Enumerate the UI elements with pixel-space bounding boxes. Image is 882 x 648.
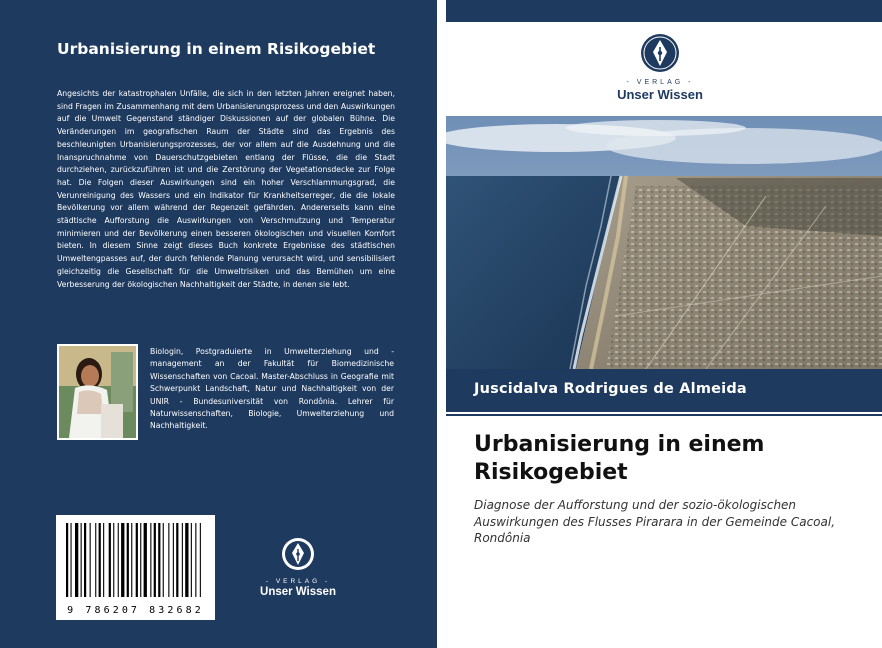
pen-nib-logo-icon	[281, 537, 315, 571]
front-publisher-logo	[610, 33, 710, 102]
back-cover-blurb: Angesichts der katastrophalen Unfälle, die sich in den letzten Jahren ereignet haben, sind Fragen im Zusammenhang mit dem Urbanisierungsprozess und den Auswirkungen auf die Umwelt Gegenstand ständiger Diskussionen auf der globalen Bühne. Die Veränderungen im geografischen Raum der Städte sind das Ergebnis des beschleunigten Urbanisierungsprozesses, der vor allem auf die Ausdehnung und die Inanspruchnahme von Dauerschutzgebieten entlang der Flüsse, die die Stadt durchziehen, zurückzuführen ist und die Zerstörung der Vegetationsdecke zur Folge hat. Die Folgen dieser Auswirkungen sind ein hoher Verschlammungsgrad, die Verunreinigung des Wassers und ein Indikator für Krankheitserreger, die die lokale Bevölkerung vor allem während der Regenzeit gefährden. Andererseits kann eine städtische Aufforstung die Auswirkungen von Verschmutzung und Temperatur minimieren und der Bevölkerung einen besseren ökologischen und visuellen Komfort bieten. In diesem Sinne zeigt dieses Buch konkrete Ergebnisse des städtischen Umweltengpasses auf, der durch fehlende Planung verursacht wird, und sensibilisiert gleichzeitig die Gesellschaft für die Umweltrisiken und das Bemühen um eine Verbesserung der ökologischen Nachhaltigkeit der Städte, in denen sie lebt.	[57, 89, 395, 289]
isbn-digits: 9 786207 832682	[67, 605, 204, 616]
back-publisher-logo	[252, 537, 344, 598]
back-cover-title: Urbanisierung in einem Risikogebiet	[57, 40, 376, 58]
author-photo	[57, 344, 138, 440]
back-cover	[0, 0, 437, 648]
pen-nib-logo-icon	[640, 33, 680, 73]
front-cover-subtitle: Diagnose der Aufforstung und der sozio-ökologischen Auswirkungen des Flusses Pirarara in der Gemeinde Cacoal, Rondônia	[474, 498, 836, 545]
publisher-verlag-label: - VERLAG -	[626, 79, 694, 86]
aerial-city-photo	[446, 116, 882, 369]
front-author-name: Juscidalva Rodrigues de Almeida	[474, 381, 747, 397]
spine	[437, 0, 446, 648]
publisher-verlag-label: - VERLAG -	[265, 578, 331, 585]
front-cover-title: Urbanisierung in einem Risikogebiet	[474, 432, 765, 485]
author-portrait-image	[57, 344, 138, 440]
publisher-name: Unser Wissen	[617, 87, 703, 102]
isbn-barcode	[56, 515, 215, 620]
front-cover	[446, 0, 882, 648]
author-bio: Biologin, Postgraduierte in Umwelterziehung und -management an der Fakultät für Biomedizinische Wissenschaften von Cacoal. Master-Abschluss in Geografie mit Schwerpunkt Landschaft, Natur und Nachhaltigkeit von der UNIR - Bundesuniversität von Rondônia. Lehrer für Naturwissenschaften, Biologie, Umwelterziehung und Nachhaltigkeit.	[150, 347, 394, 431]
divider	[446, 414, 882, 416]
barcode-bars	[56, 515, 215, 605]
front-top-bar	[446, 0, 882, 22]
publisher-name: Unser Wissen	[260, 586, 336, 598]
